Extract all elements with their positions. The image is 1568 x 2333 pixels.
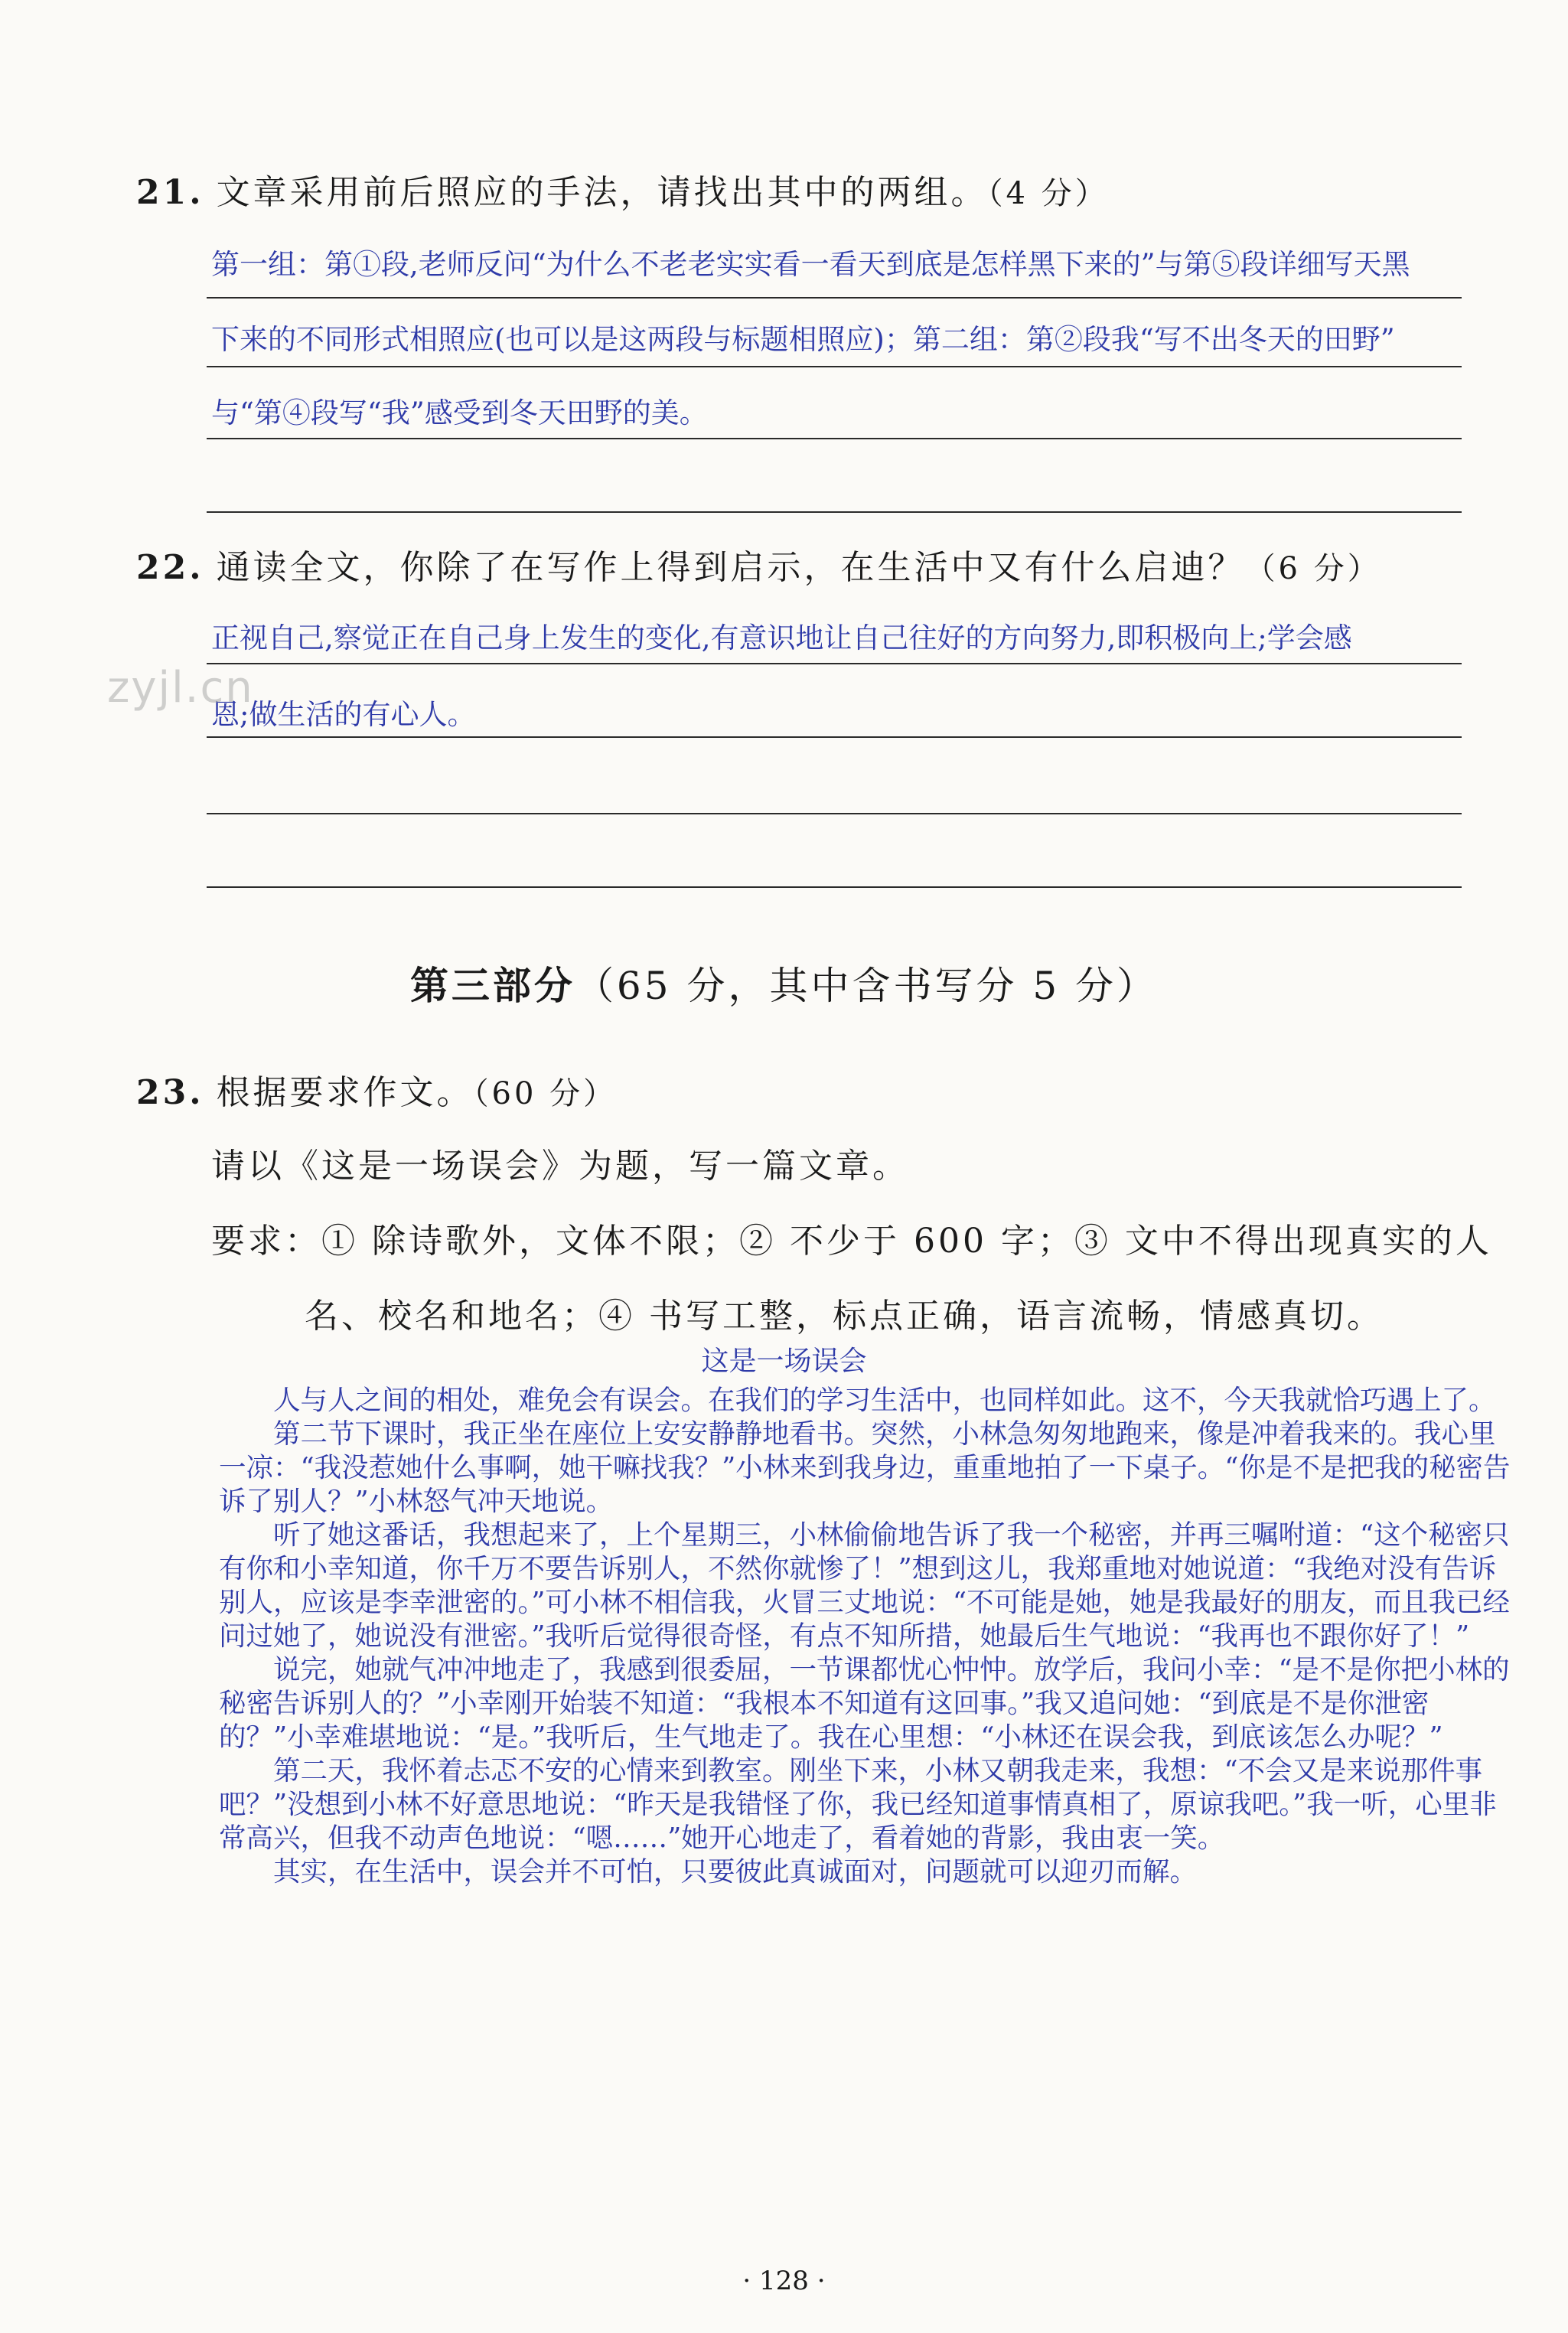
answer-line [207, 438, 1462, 439]
section-3-heading: 第三部分 [409, 963, 575, 1008]
question-22-text: 通读全文，你除了在写作上得到启示，在生活中又有什么启迪？ [216, 548, 1245, 587]
question-21-text: 文章采用前后照应的手法，请找出其中的两组。 [216, 173, 988, 212]
answer-line [207, 736, 1462, 738]
question-23-text: 根据要求作文。 [216, 1073, 474, 1112]
essay-paragraph: 听了她这番话，我想起来了，上个星期三，小林偷偷地告诉了我一个秘密，并再三嘱咐道：“这个秘密只有你和小幸知道，你千万不要告诉别人，不然你就惨了！”想到这儿，我郑重地对她说道：“我绝对没有告诉别人，应该是李幸泄密的。”可小林不相信我，火冒三丈地说：“不可能是她，她是我最好的朋友，而且我已经问过她了，她说没有泄密。”我听后觉得很奇怪，有点不知所措，她最后生气地说：“我再也不跟你好了！” [219, 1519, 1511, 1652]
question-21-score: （4 分） [987, 176, 1109, 211]
section-3-note: （65 分，其中含书写分 5 分） [575, 964, 1159, 1008]
answer-line [207, 663, 1462, 664]
answer-line [207, 297, 1462, 299]
question-22-score: （6 分） [1244, 551, 1381, 586]
question-23-score: （60 分） [473, 1076, 618, 1111]
page-number: · 128 · [742, 2266, 826, 2296]
question-22-number: 22. [136, 548, 204, 587]
answer-line [207, 366, 1462, 367]
essay-paragraph: 第二节下课时，我正坐在座位上安安静静地看书。突然，小林急匆匆地跑来，像是冲着我来的。我心里一凉：“我没惹她什么事啊，她干嘛找我？”小林来到我身边，重重地拍了一下桌子。“你是不是把我的秘密告诉了别人？”小林怒气冲天地说。 [219, 1418, 1511, 1517]
essay-body [219, 1384, 1512, 1889]
answer-line [207, 511, 1462, 513]
essay-paragraph: 说完，她就气冲冲地走了，我感到很委屈，一节课都忧心忡忡。放学后，我问小幸：“是不是你把小林的秘密告诉别人的？”小幸刚开始装不知道：“我根本不知道有这回事。”我又追问她：“到底是不是你泄密的？”小幸难堪地说：“是。”我听后，生气地走了。我在心里想：“小林还在误会我，到底该怎么办呢？” [219, 1654, 1510, 1753]
question-21 [136, 170, 1109, 217]
question-23-prompt: 请以《这是一场误会》为题，写一篇文章。 [211, 1147, 909, 1186]
watermark: zyjl.cn [107, 663, 254, 713]
question-21-number: 21. [136, 173, 204, 212]
essay-title: 这是一场误会 [701, 1346, 867, 1377]
answer-21-line-2: 下来的不同形式相照应(也可以是这两段与标题相照应)；第二组：第②段我“写不出冬天的田野” [211, 323, 1395, 356]
answer-line [207, 886, 1462, 888]
section-3-title [0, 955, 1568, 1010]
question-22 [136, 545, 1381, 592]
question-23 [136, 1070, 617, 1117]
answer-line [207, 813, 1462, 814]
question-23-requirements-2: 名、校名和地名；④ 书写工整，标点正确，语言流畅，情感真切。 [305, 1297, 1384, 1336]
essay-paragraph: 人与人之间的相处，难免会有误会。在我们的学习生活中，也同样如此。这不，今天我就恰巧遇上了。 [273, 1385, 1496, 1416]
answer-21-line-3: 与“第④段写“我”感受到冬天田野的美。 [211, 396, 708, 429]
essay-paragraph: 其实，在生活中，误会并不可怕，只要彼此真诚面对，问题就可以迎刃而解。 [273, 1856, 1198, 1888]
answer-22-line-2: 恩;做生活的有心人。 [211, 698, 476, 731]
answer-21-line-1: 第一组：第①段,老师反问“为什么不老老实实看一看天到底是怎样黑下来的”与第⑤段详细写天黑 [211, 248, 1410, 281]
essay-paragraph: 第二天，我怀着忐忑不安的心情来到教室。刚坐下来，小林又朝我走来，我想：“不会又是来说那件事吧？”没想到小林不好意思地说：“昨天是我错怪了你，我已经知道事情真相了，原谅我吧。”我一听，心里非常高兴，但我不动声色地说：“嗯……”她开心地走了，看着她的背影，我由衷一笑。 [219, 1755, 1497, 1854]
question-23-requirements-1: 要求：① 除诗歌外，文体不限；② 不少于 600 字；③ 文中不得出现真实的人 [211, 1222, 1492, 1261]
question-23-number: 23. [136, 1073, 204, 1112]
answer-22-line-1: 正视自己,察觉正在自己身上发生的变化,有意识地让自己往好的方向努力,即积极向上;学会感 [211, 622, 1352, 654]
